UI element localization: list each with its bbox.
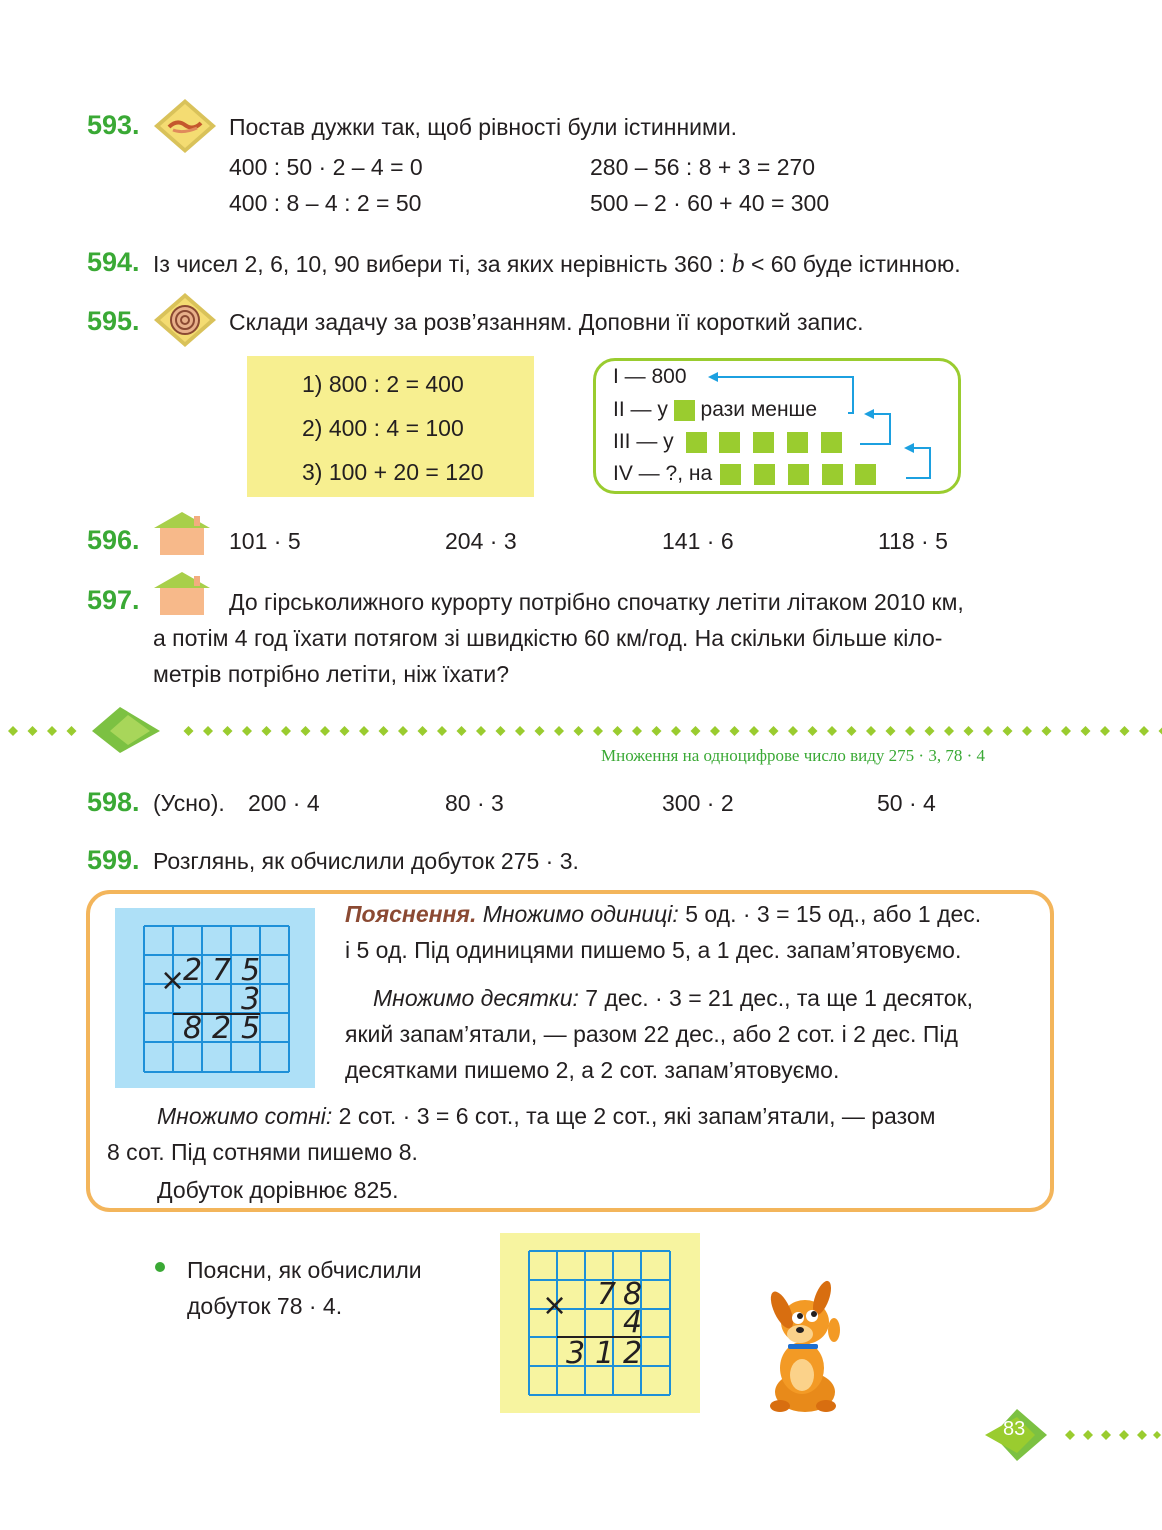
digit: 2 bbox=[623, 1336, 643, 1371]
short-record-line-3-label: III — у bbox=[613, 430, 674, 453]
divider-diamond bbox=[379, 726, 389, 736]
divider-diamond bbox=[632, 726, 642, 736]
times-sign: × bbox=[542, 1288, 568, 1323]
solution-step-3: 3) 100 + 20 = 120 bbox=[302, 459, 484, 485]
explanation-result: Добуток дорівнює 825. bbox=[157, 1177, 399, 1203]
divider-diamond bbox=[281, 726, 291, 736]
explanation-tens-text: 7 дес. · 3 = 21 дес., та ще 1 десяток, bbox=[585, 985, 974, 1011]
divider-diamond bbox=[749, 726, 759, 736]
short-record-line-2a: II — у bbox=[613, 398, 668, 421]
ex596-item-4: 118 · 5 bbox=[878, 528, 948, 554]
divider-diamond bbox=[1100, 726, 1110, 736]
divider-diamond bbox=[535, 726, 545, 736]
ex594-variable: b bbox=[731, 249, 745, 278]
ex594-text bbox=[153, 246, 961, 282]
divider-diamond bbox=[671, 726, 681, 736]
ex596-item-3: 141 · 6 bbox=[662, 528, 734, 554]
house-icon bbox=[152, 510, 212, 556]
divider-diamond bbox=[983, 726, 993, 736]
explanation-para-2-line-3: десятками пишемо 2, а 2 сот. запам’ятовуємо. bbox=[345, 1057, 840, 1083]
ex593-equation-4: 500 – 2 · 60 + 40 = 300 bbox=[590, 190, 830, 216]
digit: 8 bbox=[623, 1277, 643, 1312]
divider-diamond bbox=[1120, 726, 1130, 736]
ex597-line-2: а потім 4 год їхати потягом зі швидкістю 60 км/год. На скільки більше кіло- bbox=[153, 625, 943, 651]
explanation-heading: Пояснення. bbox=[345, 901, 477, 927]
solution-step-2: 2) 400 : 4 = 100 bbox=[302, 415, 464, 441]
divider-diamond bbox=[827, 726, 837, 736]
divider-diamond bbox=[184, 726, 194, 736]
divider-diamond bbox=[476, 726, 486, 736]
explanation-hundreds-label: Множимо сотні: bbox=[157, 1103, 333, 1129]
ex597-line-1: До гірськолижного курорту потрібно спочатку летіти літаком 2010 км, bbox=[229, 589, 964, 615]
divider-diamond bbox=[1022, 726, 1032, 736]
divider-diamond bbox=[1081, 726, 1091, 736]
exercise-number-596: 596. bbox=[87, 525, 140, 555]
exercise-number-599: 599. bbox=[87, 845, 140, 875]
divider-diamond bbox=[964, 726, 974, 736]
divider-diamond bbox=[457, 726, 467, 736]
relation-arrows bbox=[700, 368, 940, 488]
exercise-number-597: 597. bbox=[87, 585, 140, 615]
digit: 4 bbox=[623, 1305, 643, 1340]
divider-diamond bbox=[340, 726, 350, 736]
divider-diamond bbox=[47, 726, 57, 736]
digit: 1 bbox=[595, 1336, 615, 1371]
ex598-item-2: 80 · 3 bbox=[445, 790, 504, 816]
bullet-line-2: добуток 78 · 4. bbox=[187, 1293, 343, 1319]
divider-diamond bbox=[8, 726, 18, 736]
divider-diamond bbox=[730, 726, 740, 736]
explanation-units-text: 5 од. · 3 = 15 од., або 1 дес. bbox=[685, 901, 982, 927]
divider-diamond bbox=[398, 726, 408, 736]
exercise-number-598: 598. bbox=[87, 787, 140, 817]
ex596-item-1: 101 · 5 bbox=[229, 528, 301, 554]
divider-diamond bbox=[886, 726, 896, 736]
divider-diamond bbox=[554, 726, 564, 736]
explanation-para-1-line-2: і 5 од. Під одиницями пишемо 5, а 1 дес. запам’ятовуємо. bbox=[345, 937, 962, 963]
ex599-text: Розглянь, як обчислили добуток 275 · 3. bbox=[153, 848, 579, 874]
digit: 5 bbox=[241, 953, 261, 988]
section-title: Множення на одноцифрове число виду 275 · 3, 78 · 4 bbox=[601, 746, 985, 765]
divider-diamond bbox=[1061, 726, 1071, 736]
ex596-item-2: 204 · 3 bbox=[445, 528, 517, 554]
bullet-line-1: Поясни, як обчислили bbox=[187, 1257, 422, 1283]
divider-diamond bbox=[866, 726, 876, 736]
exercise-number-595: 595. bbox=[87, 306, 140, 336]
divider-diamond bbox=[652, 726, 662, 736]
divider-diamond bbox=[710, 726, 720, 736]
divider-diamond bbox=[769, 726, 779, 736]
multiplication-grid-275 bbox=[115, 908, 315, 1088]
times-sign: × bbox=[160, 963, 186, 998]
explanation-para-3 bbox=[157, 1098, 935, 1134]
divider-diamond bbox=[593, 726, 603, 736]
exercise-number-593: 593. bbox=[87, 110, 140, 140]
divider-diamond bbox=[496, 726, 506, 736]
divider-diamond bbox=[203, 726, 213, 736]
explanation-tens-label: Множимо десятки: bbox=[373, 985, 579, 1011]
handshake-icon bbox=[152, 97, 218, 155]
multiplication-grid-78 bbox=[500, 1233, 700, 1413]
digit: 3 bbox=[566, 1336, 586, 1371]
exercise-number-594: 594. bbox=[87, 247, 140, 277]
explanation-para-2-line-2: який запам’ятали, — разом 22 дес., або 2 сот. і 2 дес. Під bbox=[345, 1021, 958, 1047]
ex593-equation-3: 400 : 8 – 4 : 2 = 50 bbox=[229, 190, 422, 216]
house-icon bbox=[152, 570, 212, 616]
divider-diamond bbox=[808, 726, 818, 736]
divider-diamond bbox=[262, 726, 272, 736]
divider-diamond bbox=[67, 726, 77, 736]
short-record-line-2b: рази менше bbox=[700, 398, 818, 421]
ex598-item-4: 50 · 4 bbox=[877, 790, 936, 816]
explanation-hundreds-text: 2 сот. · 3 = 6 сот., та ще 2 сот., які запам’ятали, — разом bbox=[338, 1103, 936, 1129]
explanation-para-1 bbox=[345, 896, 981, 932]
divider-diamond bbox=[574, 726, 584, 736]
divider-diamond bbox=[320, 726, 330, 736]
ex595-instruction: Склади задачу за розв’язанням. Доповни її короткий запис. bbox=[229, 309, 864, 335]
divider-diamond bbox=[437, 726, 447, 736]
divider-diamond bbox=[925, 726, 935, 736]
short-record-line-4-label: IV — ?, на bbox=[613, 462, 713, 485]
divider-diamond bbox=[242, 726, 252, 736]
divider-diamond bbox=[28, 726, 38, 736]
short-record-line-1: I — 800 bbox=[613, 365, 687, 388]
divider-diamond bbox=[418, 726, 428, 736]
divider-diamond bbox=[301, 726, 311, 736]
ex593-equation-1: 400 : 50 · 2 – 4 = 0 bbox=[229, 154, 423, 180]
digit: 5 bbox=[241, 1011, 261, 1046]
digit: 7 bbox=[212, 953, 232, 988]
digit: 2 bbox=[183, 953, 203, 988]
ex598-label: (Усно). bbox=[153, 790, 225, 816]
explanation-para-3-line-2: 8 сот. Під сотнями пишемо 8. bbox=[107, 1139, 418, 1165]
explanation-units-label: Множимо одиниці: bbox=[482, 901, 679, 927]
divider-diamond bbox=[223, 726, 233, 736]
solution-step-1: 1) 800 : 2 = 400 bbox=[302, 371, 464, 397]
divider-diamond bbox=[1159, 726, 1162, 736]
ex598-item-1: 200 · 4 bbox=[248, 790, 320, 816]
explanation-para-2 bbox=[373, 980, 973, 1016]
ex594-text-a: Із чисел 2, 6, 10, 90 вибери ті, за яких нерівність 360 : bbox=[153, 251, 726, 277]
divider-diamond bbox=[1003, 726, 1013, 736]
divider-diamond bbox=[1042, 726, 1052, 736]
blank-square bbox=[674, 400, 695, 421]
page-number: 83 bbox=[1003, 1418, 1026, 1440]
maze-icon bbox=[152, 291, 218, 349]
divider-diamond bbox=[613, 726, 623, 736]
digit: 3 bbox=[241, 982, 261, 1017]
ex597-line-3: метрів потрібно летіти, ніж їхати? bbox=[153, 661, 510, 687]
digit: 8 bbox=[183, 1011, 203, 1046]
divider-diamond bbox=[944, 726, 954, 736]
digit: 7 bbox=[597, 1277, 617, 1312]
ex593-equation-2: 280 – 56 : 8 + 3 = 270 bbox=[590, 154, 816, 180]
divider-diamond bbox=[788, 726, 798, 736]
ex594-text-b: < 60 буде істинною. bbox=[750, 251, 961, 277]
divider-diamond bbox=[905, 726, 915, 736]
divider-diamond bbox=[691, 726, 701, 736]
digit: 2 bbox=[212, 1011, 232, 1046]
bullet-dot bbox=[155, 1262, 165, 1272]
divider-diamond bbox=[1139, 726, 1149, 736]
divider-diamond bbox=[515, 726, 525, 736]
dog-mascot-illustration bbox=[760, 1280, 855, 1415]
section-divider bbox=[0, 705, 1162, 755]
ex598-item-3: 300 · 2 bbox=[662, 790, 734, 816]
ex593-instruction: Постав дужки так, щоб рівності були істинними. bbox=[229, 114, 738, 140]
divider-diamond bbox=[359, 726, 369, 736]
divider-diamond bbox=[847, 726, 857, 736]
